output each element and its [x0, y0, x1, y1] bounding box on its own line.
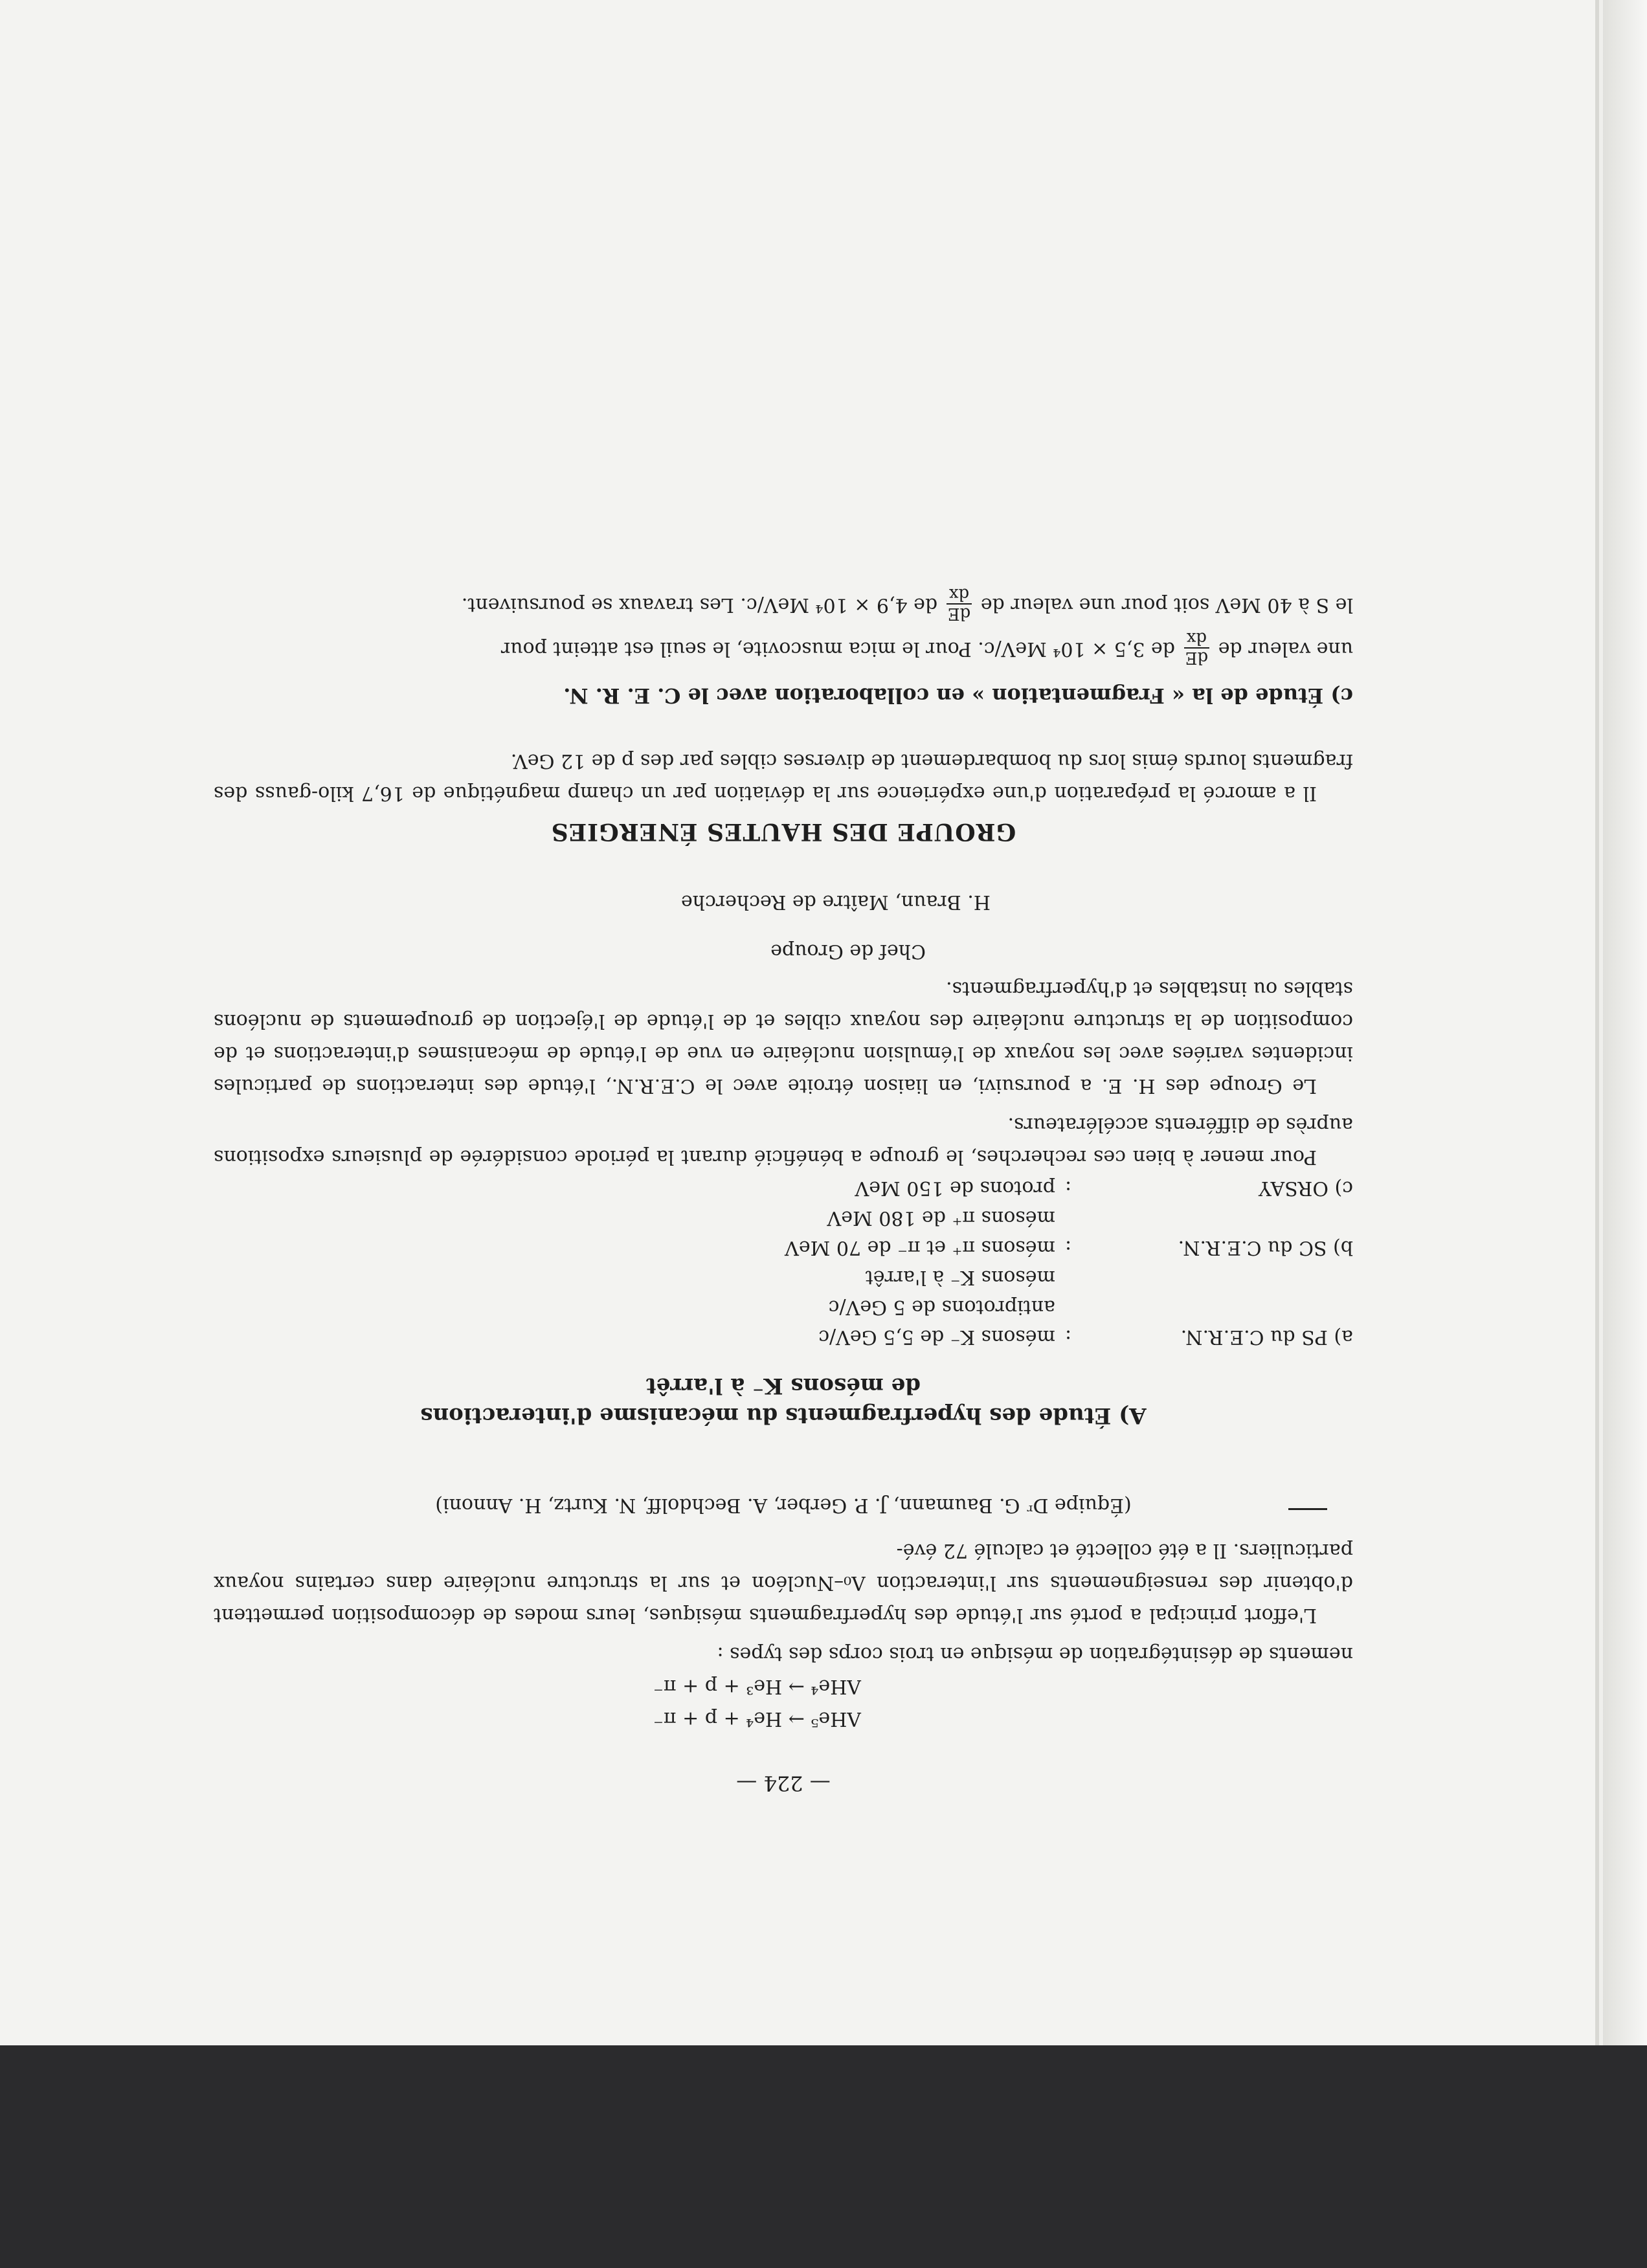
site-row: [214, 1262, 1353, 1351]
margin-dash: [1288, 1508, 1327, 1510]
director-name: H. Braun, Maître de Recherche: [680, 891, 991, 913]
equation-decay-1: ΛHe⁴ → He³ + p + π⁻: [653, 1675, 861, 1698]
section-c-paragraph: Il a amorcé la préparation d'une expérience sur la déviation par un champ magnétique de 16,7 kilo-gauss des fragments lourds émis lors du bombardement de diverses cibles par des p de 12 GeV.: [214, 750, 1353, 805]
site-separator: :: [1064, 1236, 1072, 1259]
group-title: GROUPE DES HAUTES ÉNERGIES: [550, 818, 1016, 845]
site-beams: mésons K⁻ de 5,5 GeV/c antiprotons de 5 GeV/c mésons K⁻ à l'arrêt: [818, 1266, 1055, 1348]
fraction-de-dx: dE dx: [1185, 628, 1209, 667]
page-number: — 224 —: [736, 1771, 831, 1796]
site-name: c) ORSAY: [1258, 1177, 1353, 1199]
page-content-rotated: [214, 181, 1353, 1799]
site-beams: mésons π⁺ et π⁻ de 70 MeV mésons π⁺ de 180 MeV: [785, 1206, 1055, 1259]
scanner-bed: [0, 2045, 1647, 2268]
site-row: [214, 1173, 1353, 1203]
types-intro-line: nements de désintégration de mésique en trois corps des types :: [717, 1643, 1353, 1665]
site-name: b) SC du C.E.R.N.: [1178, 1236, 1353, 1259]
site-separator: :: [1064, 1326, 1072, 1348]
equation-decay-2: ΛHe⁵ → He⁴ + p + π⁻: [653, 1707, 861, 1730]
top-line-1: une valeur de dE dx de 3,5 × 10⁴ MeV/c. Pour le mica muscovite, le seuil est atteint pour: [500, 628, 1353, 667]
page-edge: [1603, 0, 1647, 2045]
group-intro-paragraph: Pour mener à bien ces recherches, le groupe a bénéficié durant la période considérée de plusieurs expositions auprès de différents accélérateurs.: [214, 1113, 1353, 1168]
team-members: (Équipe Dʳ G. Baumann, J. P. Gerber, A. Bechdolff, N. Kurtz, H. Annoni): [435, 1494, 1132, 1517]
section-a-title: A) Étude des hyperfragments du mécanisme d'interactions de mésons K⁻ à l'arrêt: [420, 1373, 1147, 1429]
group-main-paragraph: Le Groupe des H. E. a poursuivi, en liaison étroite avec le C.E.R.N., l'étude des interactions de particules incidentes variées avec les noyaux de l'émulsion nucléaire en vue de l'étude de mécanismes d'interactions et de composition de la structure nucléaire des noyaux cibles et de l'étude de l'éjection de groupements de nucléons stables ou instables et d'hyperfragments.: [214, 977, 1353, 1097]
fraction-de-dx-2: dE dx: [947, 584, 971, 623]
upright-reading-order: [214, 579, 1353, 1631]
section-c-title: c) Étude de la « Fragmentation » en collaboration avec le C. E. R. N.: [563, 684, 1353, 708]
site-beams: protons de 150 MeV: [855, 1177, 1055, 1199]
section-a-paragraph: L'effort principal a porté sur l'étude des hyperfragments mésiques, leurs modes de décomposition permettent d'obtenir des renseignements sur l'interaction Λ₀–Nucléon et sur la structure nucléaire dans certains noyaux particuliers. Il a été collecté et calculé 72 évé-: [214, 1539, 1353, 1627]
site-separator: :: [1064, 1177, 1072, 1199]
site-name: a) PS du C.E.R.N.: [1180, 1326, 1353, 1348]
director-role: Chef de Groupe: [770, 940, 926, 962]
accelerator-exposures: [214, 1173, 1353, 1351]
top-line-2: le S à 40 MeV soit pour une valeur de dE dx de 4,9 × 10⁴ MeV/c. Les travaux se poursuivent.: [461, 584, 1353, 623]
site-row: [214, 1203, 1353, 1262]
top-paragraph: [214, 579, 1353, 667]
